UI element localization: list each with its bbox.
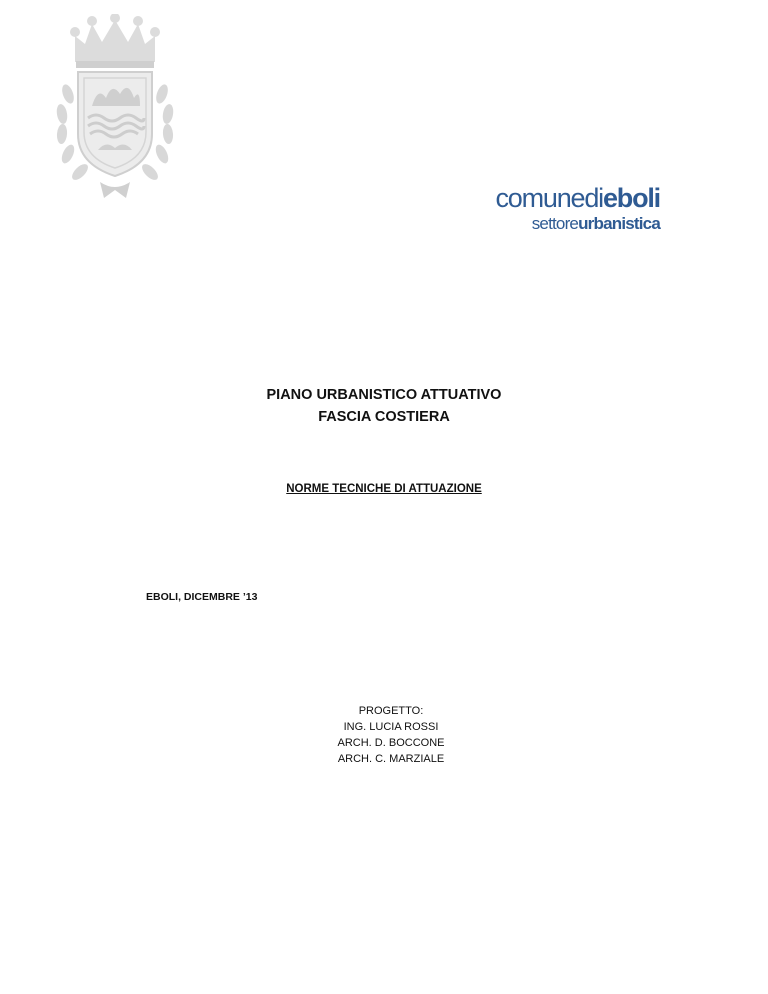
credits-name: ARCH. C. MARZIALE	[337, 753, 445, 765]
document-title-line2: FASCIA COSTIERA	[318, 409, 450, 425]
document-title	[0, 384, 768, 428]
credits-heading: PROGETTO:	[358, 705, 424, 717]
brand-department-light: settore	[531, 214, 579, 233]
place-date: EBOLI, DICEMBRE ’13	[146, 591, 258, 603]
project-credits	[0, 703, 768, 767]
credits-name: ING. LUCIA ROSSI	[343, 721, 439, 733]
brand-municipality-bold: eboli	[602, 183, 660, 213]
credits-name: ARCH. D. BOCCONE	[337, 737, 445, 749]
brand-department	[496, 214, 661, 234]
brand-department-bold: urbanistica	[578, 214, 660, 233]
brand-municipality	[496, 184, 661, 212]
document-subtitle: NORME TECNICHE DI ATTUAZIONE	[286, 483, 482, 495]
brand-municipality-light: comunedi	[495, 183, 603, 213]
document-title-line1: PIANO URBANISTICO ATTUATIVO	[266, 387, 502, 403]
brand-logo	[496, 184, 661, 234]
municipal-crest-icon	[40, 14, 190, 202]
